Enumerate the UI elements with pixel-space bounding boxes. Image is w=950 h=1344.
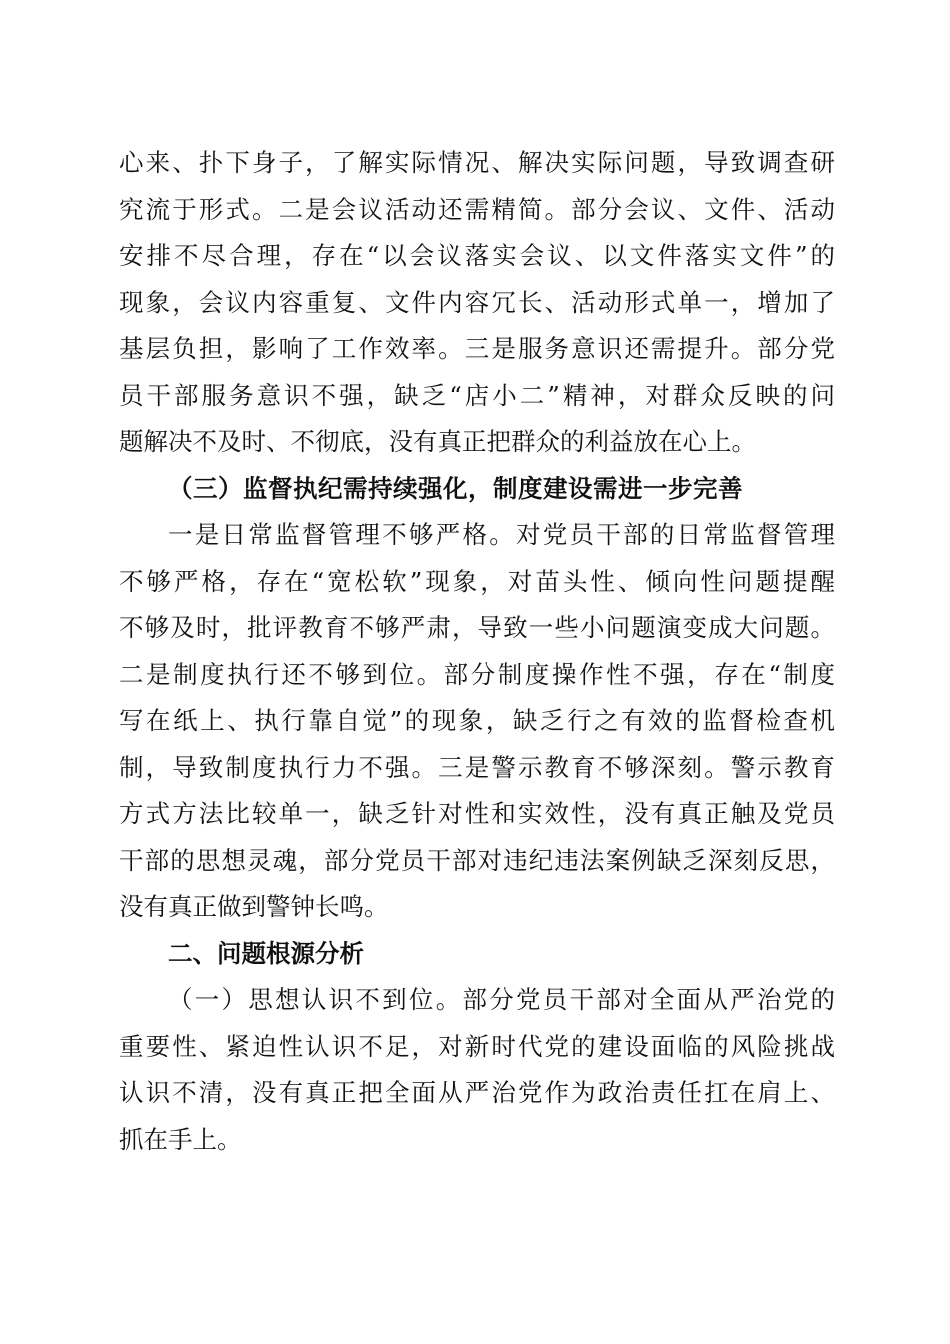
paragraph-line: 没有真正做到警钟长鸣。 <box>119 892 389 921</box>
paragraph-line: 二是制度执行还不够到位。部分制度操作性不强，存在“制度 <box>119 659 835 689</box>
paragraph-line: 究流于形式。二是会议活动还需精简。部分会议、文件、活动 <box>119 194 835 224</box>
paragraph-line: 制，导致制度执行力不强。三是警示教育不够深刻。警示教育 <box>119 752 835 782</box>
document-body <box>119 140 835 1163</box>
paragraph-line: 干部的思想灵魂，部分党员干部对违纪违法案例缺乏深刻反思， <box>119 845 835 875</box>
paragraph-line: 不够及时，批评教育不够严肃，导致一些小问题演变成大问题。 <box>119 613 835 642</box>
paragraph-line: 安排不尽合理，存在“以会议落实会议、以文件落实文件”的 <box>119 241 835 270</box>
paragraph-line: 方式方法比较单一，缺乏针对性和实效性，没有真正触及党员 <box>119 799 835 828</box>
section-heading: 二、问题根源分析 <box>168 938 364 968</box>
subsection-heading: （三）监督执纪需持续强化，制度建设需进一步完善 <box>168 473 743 503</box>
paragraph-line: 题解决不及时、不彻底，没有真正把群众的利益放在心上。 <box>119 427 756 456</box>
paragraph-line: 现象，会议内容重复、文件内容冗长、活动形式单一，增加了 <box>119 287 835 317</box>
paragraph-line: 重要性、紧迫性认识不足，对新时代党的建设面临的风险挑战 <box>119 1031 835 1061</box>
paragraph-line: （一）思想认识不到位。部分党员干部对全面从严治党的 <box>168 985 835 1014</box>
paragraph-line: 抓在手上。 <box>119 1124 242 1154</box>
paragraph-line: 心来、扑下身子，了解实际情况、解决实际问题，导致调查研 <box>119 148 835 177</box>
paragraph-line: 员干部服务意识不强，缺乏“店小二”精神，对群众反映的问 <box>119 380 835 410</box>
paragraph-line: 写在纸上、执行靠自觉”的现象，缺乏行之有效的监督检查机 <box>119 706 835 735</box>
paragraph-line: 基层负担，影响了工作效率。三是服务意识还需提升。部分党 <box>119 334 835 363</box>
paragraph-line: 不够严格，存在“宽松软”现象，对苗头性、倾向性问题提醒 <box>119 566 835 596</box>
paragraph-line: 一是日常监督管理不够严格。对党员干部的日常监督管理 <box>168 520 835 549</box>
paragraph-line: 认识不清，没有真正把全面从严治党作为政治责任扛在肩上、 <box>119 1078 835 1107</box>
